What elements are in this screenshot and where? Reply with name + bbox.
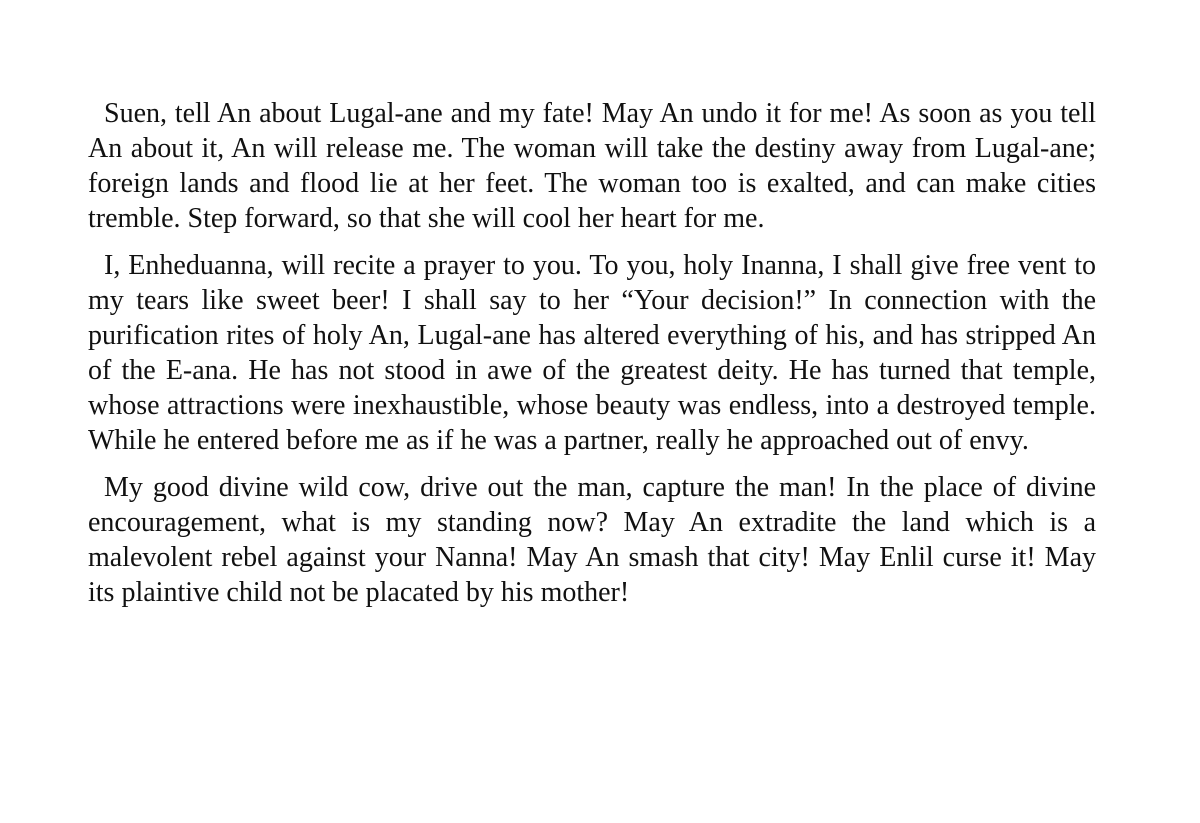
paragraph-2: I, Enheduanna, will recite a prayer to you. To you, holy Inanna, I shall give free vent to my tears like sweet beer! I shall say to her “Your decision!” In connection with the purification rites of holy An, Lugal-ane has altered everything of his, and has stripped An of the E-ana. He has not stood in awe of the greatest deity. He has turned that temple, whose attractions were inexhaustible, whose beauty was endless, into a destroyed temple. While he entered before me as if he was a partner, really he approached out of envy.	[88, 250, 1096, 456]
paragraph-3: My good divine wild cow, drive out the man, capture the man! In the place of divine encouragement, what is my standing now? May An extradite the land which is a malevolent rebel against your Nanna! May An smash that city! May Enlil curse it! May its plaintive child not be placated by his mother!	[88, 472, 1096, 608]
paragraph-1: Suen, tell An about Lugal-ane and my fate! May An undo it for me! As soon as you tell An about it, An will release me. The woman will take the destiny away from Lugal-ane; foreign lands and flood lie at her feet. The woman too is exalted, and can make cities tremble. Step forward, so that she will cool her heart for me.	[88, 98, 1096, 234]
document-body	[88, 96, 1096, 622]
